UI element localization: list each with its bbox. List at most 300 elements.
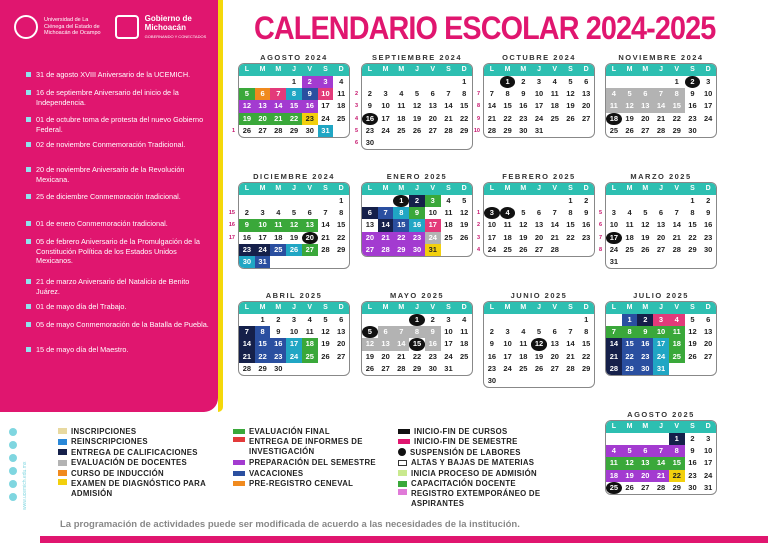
month-calendar [483,291,595,388]
twitter-icon[interactable] [9,454,17,462]
day-cell: 27 [302,244,318,256]
day-cell: 25 [397,125,406,135]
day-cell: 30 [487,375,497,385]
month-grid [483,63,595,138]
day-cell: 8 [669,88,685,100]
legend-column-1 [58,426,233,500]
day-cell: 12 [239,100,255,112]
day-cell: 20 [704,339,713,349]
day-cell: 17 [286,338,302,350]
day-cell: 16 [519,101,528,111]
day-cell: 15 [409,338,425,350]
week-row [239,100,349,112]
day-cell: 4 [606,88,622,100]
day-cell: 14 [270,100,286,112]
weekday-label: S [568,304,573,311]
day-cell: 24 [286,351,302,363]
day-cell: 31 [425,244,441,256]
week-row [484,351,594,363]
day-cell: 8 [690,208,695,218]
day-cell: 31 [444,363,453,373]
left-panel [0,0,218,412]
weekday-label: L [244,185,249,192]
month-calendar [605,53,717,138]
week-row [606,433,716,445]
week-row [484,100,594,112]
weekday-label: V [674,423,680,430]
month-grid [361,301,473,376]
day-cell: 11 [337,89,346,99]
day-cell [531,314,547,326]
day-cell [606,195,622,207]
day-cell [637,76,653,88]
day-cell: 28 [656,125,666,135]
day-cell: 7 [552,208,557,218]
day-cell: 14 [653,100,669,112]
week-row [362,88,472,100]
legend-label: INSCRIPCIONES [71,426,137,436]
ucemich-logo [14,15,38,39]
weekday-label: V [430,66,436,73]
day-cell [425,137,441,149]
weekday-label: S [568,185,573,192]
day-cell: 10 [704,446,713,456]
day-cell: 29 [337,244,346,254]
week-row [606,326,716,338]
day-cell: 11 [270,219,286,231]
day-cell: 20 [337,339,346,349]
week-row [362,244,472,256]
day-cell: 12 [531,338,547,350]
day-cell: 29 [672,125,681,135]
month-calendar [483,172,595,257]
day-cell [239,76,255,88]
day-cell [578,125,594,137]
weekday-label: V [674,66,680,73]
week-row [606,232,716,244]
legend-column-2 [233,426,393,489]
weekday-label: M [259,66,266,73]
day-cell [425,76,441,88]
day-cell: 31 [653,363,669,375]
day-cell: 13 [302,219,318,231]
week-row [239,207,349,219]
day-cell: 20 [641,113,650,123]
month-calendar [361,53,473,150]
day-cell: 13 [428,101,437,111]
day-cell: 6 [706,315,711,324]
weekday-label: S [690,304,695,311]
day-cell: 15 [669,100,685,112]
day-cell: 10 [255,219,271,231]
legend-item [233,437,393,458]
weekday-header [606,302,716,314]
week-row [606,470,716,482]
week-number: 17 [228,234,235,241]
weekday-label: L [244,66,249,73]
day-cell: 20 [656,232,666,242]
week-row [239,125,349,137]
day-cell: 11 [550,89,559,99]
facebook-icon[interactable] [9,428,17,436]
day-cell: 2 [706,196,711,205]
week-row [362,100,472,112]
week-number: 4 [476,246,480,253]
weekday-header [362,302,472,314]
day-cell: 3 [706,434,711,443]
day-cell: 10 [534,89,544,99]
legend-swatch-icon [398,448,406,456]
day-cell: 28 [566,363,575,373]
week-number: 10 [473,127,480,134]
day-cell [409,76,425,88]
day-cell: 21 [378,232,394,244]
day-cell: 1 [462,77,467,86]
day-cell: 22 [582,351,591,361]
day-cell: 30 [305,125,314,135]
day-cell [563,375,579,387]
day-cell: 14 [378,219,394,231]
weekday-header [484,64,594,76]
day-cell: 27 [582,113,591,123]
day-cell: 31 [704,482,713,492]
day-cell [393,137,409,149]
day-cell [500,375,516,387]
day-cell: 29 [460,125,469,135]
day-cell: 13 [637,457,653,469]
month-grid [483,301,595,388]
day-cell: 9 [276,327,281,337]
day-cell: 1 [260,315,265,324]
day-cell: 3 [318,76,334,88]
week-row [362,232,472,244]
day-cell [700,363,716,375]
legend-swatch-icon [58,460,67,466]
day-cell: 21 [672,232,681,242]
day-cell: 28 [487,125,497,135]
week-row [239,351,349,363]
day-cell: 24 [534,113,544,123]
day-cell: 1 [339,196,344,205]
week-row [606,244,716,256]
day-cell: 11 [669,326,685,338]
week-number: 9 [476,115,480,122]
day-cell: 1 [568,196,573,205]
day-cell: 13 [337,327,346,337]
week-number: 2 [354,91,358,98]
weekday-label: J [537,185,541,192]
day-cell: 19 [412,113,422,123]
legend-item [398,479,588,490]
month-calendar [605,291,717,376]
day-cell: 26 [625,125,634,135]
logos [0,0,218,54]
day-cell: 6 [430,89,435,99]
day-cell: 22 [255,351,271,363]
day-cell: 5 [239,88,255,100]
weekday-label: D [705,304,711,311]
day-cell: 27 [362,244,378,256]
day-cell [333,256,349,268]
week-row [606,88,716,100]
weekday-label: D [583,185,589,192]
day-cell: 16 [425,338,441,350]
week-number: 8 [476,103,480,110]
day-cell: 11 [305,327,314,337]
day-cell [441,76,457,88]
week-row [484,195,594,207]
day-cell: 18 [397,113,406,123]
day-cell: 11 [606,457,622,469]
day-cell [500,314,516,326]
legend-item [233,479,393,490]
day-cell: 24 [487,244,497,254]
social-url[interactable]: www.ucemich.edu.mx [22,461,28,510]
week-row [606,100,716,112]
week-row [362,113,472,125]
month-grid [483,182,595,257]
day-cell [318,195,334,207]
day-cell [255,76,271,88]
day-cell: 21 [606,351,622,363]
weekday-label: V [552,304,558,311]
legend-swatch-icon [58,479,67,485]
legend-label: REINSCRIPCIONES [71,437,148,447]
day-cell: 1 [674,77,679,86]
day-cell: 4 [307,315,312,324]
page-title: CALENDARIO ESCOLAR 2024-2025 [254,10,716,46]
weekday-label: S [323,304,328,311]
day-cell: 8 [568,208,573,218]
day-cell [622,195,638,207]
day-cell: 26 [286,244,302,256]
week-number: 3 [354,103,358,110]
day-cell: 12 [622,457,638,469]
day-cell: 26 [242,125,252,135]
day-cell: 4 [276,208,281,218]
day-cell [578,375,594,387]
day-cell: 18 [625,232,634,242]
weekday-label: M [642,185,649,192]
day-cell: 2 [430,315,435,324]
weekday-label: S [690,423,695,430]
legend-item [233,426,393,437]
week-number: 16 [228,222,235,229]
day-cell: 17 [487,232,497,242]
weekday-label: J [415,66,419,73]
day-cell: 6 [637,445,653,457]
day-cell: 6 [255,88,271,100]
day-cell: 28 [321,244,330,254]
weekday-label: S [690,66,695,73]
day-cell: 5 [622,88,638,100]
day-cell: 18 [444,220,453,230]
legend-label: CAPACITACIÓN DOCENTE [411,479,516,489]
event-text: 16 de septiembre Aniversario del inicio de la Independencia. [36,88,179,107]
weekday-label: V [552,185,558,192]
day-cell: 16 [242,232,252,242]
day-cell: 7 [239,326,255,338]
day-cell [456,137,472,149]
day-cell: 21 [487,113,497,123]
week-number: 1 [231,127,235,134]
day-cell: 15 [286,100,302,112]
weekday-label: D [338,185,344,192]
day-cell: 22 [503,113,512,123]
month-name: SEPTIEMBRE 2024 [371,53,463,62]
weekday-label: M [398,66,405,73]
day-cell: 3 [291,315,297,324]
day-cell: 17 [606,232,622,244]
youtube-icon[interactable] [9,467,17,475]
day-cell: 30 [637,363,653,375]
weekday-label: L [611,423,616,430]
day-cell: 8 [584,327,589,337]
month-grid [361,63,473,150]
day-cell: 28 [606,363,622,375]
weekday-label: V [430,304,436,311]
legend-swatch-icon [398,470,407,476]
instagram-icon[interactable] [9,441,17,449]
day-cell [484,314,500,326]
day-cell [669,363,685,375]
weekday-label: J [292,304,296,311]
bullet-icon [26,142,31,147]
day-cell: 24 [444,351,453,361]
day-cell: 21 [656,113,666,123]
day-cell: 8 [505,89,510,99]
globe-icon[interactable] [9,493,17,501]
weekday-label: L [611,66,616,73]
day-cell: 14 [672,220,681,230]
day-cell: 3 [505,327,510,337]
day-cell: 7 [446,89,451,99]
month-name: MAYO 2025 [389,291,445,300]
event-item [26,277,210,302]
weekday-label: D [583,66,589,73]
day-cell [637,256,653,268]
weekday-header [362,183,472,195]
week-row [606,338,716,350]
day-cell: 22 [672,113,681,123]
day-cell: 4 [462,315,467,324]
day-cell: 23 [704,232,713,242]
day-cell: 20 [428,113,437,123]
day-cell: 3 [706,77,711,86]
day-cell [333,363,349,375]
weekday-label: M [259,304,266,311]
day-cell: 5 [323,315,328,324]
day-cell [515,314,531,326]
day-cell: 14 [606,338,622,350]
day-cell: 20 [534,232,544,242]
weekday-label: S [323,66,328,73]
event-text: 01 de mayo día del Trabajo. [36,302,127,311]
bullet-icon [26,194,31,199]
day-cell: 20 [637,470,653,482]
day-cell: 25 [609,125,619,135]
bullet-icon [26,239,31,244]
day-cell: 6 [339,315,344,324]
day-cell: 26 [519,244,528,254]
day-cell: 23 [637,351,653,363]
day-cell: 13 [582,89,591,99]
social-icons [9,428,19,501]
day-cell: 10 [444,327,453,337]
week-row [484,88,594,100]
day-cell: 1 [669,433,685,445]
day-cell: 11 [519,339,528,349]
week-row [484,338,594,350]
day-cell: 26 [641,244,650,254]
day-cell: 2 [521,77,526,86]
day-cell: 12 [641,220,650,230]
month-name: AGOSTO 2025 [627,410,695,419]
day-cell: 10 [653,326,669,338]
bullet-icon [26,167,31,172]
day-cell: 5 [462,196,467,205]
month-name: ABRIL 2025 [265,291,323,300]
legend-swatch-icon [233,481,245,486]
day-cell: 7 [393,326,409,338]
day-cell [547,375,563,387]
week-row [362,125,472,137]
day-cell: 8 [462,89,467,99]
day-cell: 25 [669,351,685,363]
day-cell: 21 [397,351,406,361]
day-cell [700,256,716,268]
day-cell: 8 [669,445,685,457]
day-cell: 28 [672,244,681,254]
month-calendar [605,172,717,269]
tiktok-icon[interactable] [9,480,17,488]
day-cell: 1 [409,314,425,326]
day-cell: 29 [503,125,512,135]
day-cell [378,137,394,149]
legend [58,426,588,512]
day-cell: 3 [383,89,388,99]
day-cell: 13 [656,220,666,230]
event-item [26,192,210,219]
week-row [606,314,716,326]
day-cell: 9 [690,446,695,456]
day-cell: 18 [302,338,318,350]
legend-label: INICIA PROCESO DE ADMISIÓN [411,468,537,478]
day-cell: 12 [362,338,378,350]
day-cell: 11 [625,220,634,230]
weekday-label: L [367,185,372,192]
day-cell: 17 [321,101,330,111]
day-cell [362,314,378,326]
day-cell: 21 [321,232,330,242]
day-cell: 11 [606,100,622,112]
day-cell: 30 [365,137,375,147]
day-cell: 28 [444,125,453,135]
day-cell: 24 [704,113,713,123]
day-cell: 30 [239,256,255,268]
day-cell: 16 [637,338,653,350]
day-cell: 16 [688,458,697,468]
day-cell [378,314,394,326]
legend-item [398,489,588,510]
weekday-label: D [705,185,711,192]
week-row [362,207,472,219]
day-cell [270,195,286,207]
day-cell: 7 [568,327,573,337]
day-cell: 4 [500,207,516,219]
day-cell: 5 [643,208,648,218]
weekday-label: S [446,185,451,192]
